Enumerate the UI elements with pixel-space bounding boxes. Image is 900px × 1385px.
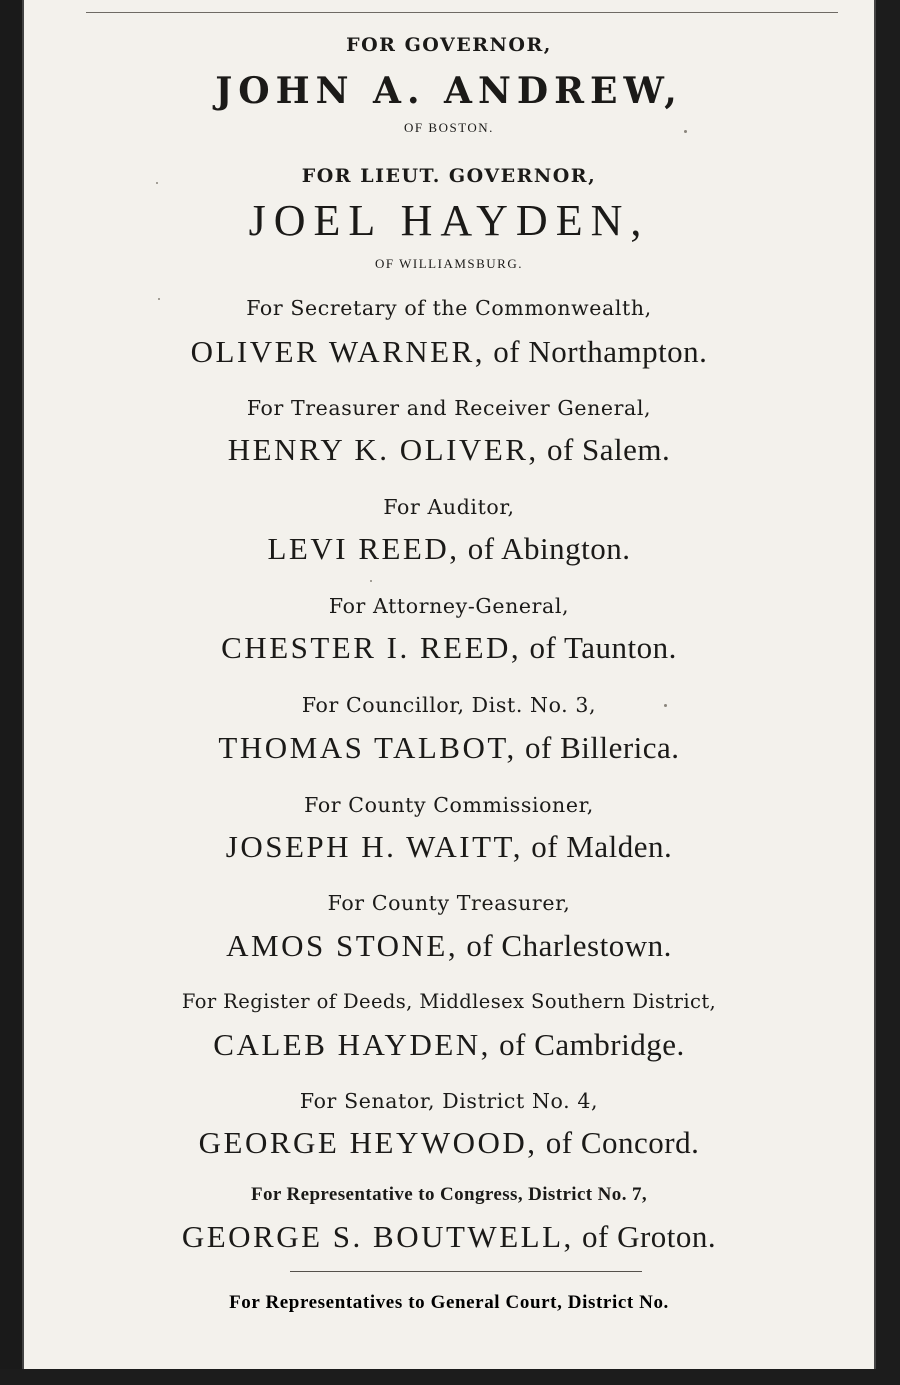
candidate-town: of Cambridge. xyxy=(490,1027,685,1062)
candidate-name: JOSEPH H. WAITT, xyxy=(225,829,523,864)
candidate-town: of Northampton. xyxy=(485,334,708,369)
lt-governor-name: JOEL HAYDEN, xyxy=(248,196,650,245)
race-office: For Representative to Congress, District No. 7, xyxy=(250,1184,648,1205)
candidate-name: GEORGE HEYWOOD, xyxy=(198,1125,538,1160)
race-candidate xyxy=(24,630,874,666)
candidate-name: LEVI REED, xyxy=(267,531,460,566)
top-rule xyxy=(86,12,838,13)
race-candidate xyxy=(24,730,874,766)
paper-speck xyxy=(664,704,667,707)
paper-speck xyxy=(156,182,158,184)
candidate-town: of Salem. xyxy=(538,432,671,467)
candidate-name: CHESTER I. REED, xyxy=(221,630,522,665)
footer-line: For Representatives to General Court, District No. xyxy=(229,1292,669,1313)
candidate-town: of Concord. xyxy=(537,1125,700,1160)
race-office: For County Treasurer, xyxy=(327,891,571,915)
race-office: For Secretary of the Commonwealth, xyxy=(246,296,652,320)
frame-left-edge xyxy=(0,0,24,1385)
race-candidate xyxy=(24,1219,874,1255)
candidate-town: of Charlestown. xyxy=(458,928,672,963)
lt-governor-town: OF WILLIAMSBURG. xyxy=(375,256,523,271)
race-office: For Auditor, xyxy=(383,495,515,519)
race-candidate xyxy=(24,829,874,865)
candidate-name: OLIVER WARNER, xyxy=(190,334,486,369)
race-office: For Treasurer and Receiver General, xyxy=(246,396,652,420)
race-candidate xyxy=(24,1125,874,1161)
frame-right-edge xyxy=(874,0,900,1385)
governor-office: FOR GOVERNOR, xyxy=(346,34,552,56)
race-candidate xyxy=(24,1027,874,1063)
candidate-name: CALEB HAYDEN, xyxy=(213,1027,491,1062)
candidate-name: AMOS STONE, xyxy=(226,928,459,963)
race-candidate xyxy=(24,334,874,370)
race-office: For Register of Deeds, Middlesex Southern District, xyxy=(181,990,717,1013)
governor-name: JOHN A. ANDREW, xyxy=(215,70,683,112)
divider-rule xyxy=(290,1271,642,1272)
ballot-paper xyxy=(24,0,874,1369)
paper-speck xyxy=(684,130,687,133)
paper-speck xyxy=(158,298,160,300)
candidate-name: HENRY K. OLIVER, xyxy=(227,432,539,467)
frame-bottom-edge xyxy=(0,1369,900,1385)
race-office: For Senator, District No. 4, xyxy=(299,1089,599,1113)
candidate-name: GEORGE S. BOUTWELL, xyxy=(181,1219,574,1254)
race-candidate xyxy=(24,928,874,964)
candidate-name: THOMAS TALBOT, xyxy=(218,730,517,765)
candidate-town: of Groton. xyxy=(573,1219,717,1254)
governor-town: OF BOSTON. xyxy=(404,120,494,135)
candidate-town: of Billerica. xyxy=(516,730,680,765)
candidate-town: of Malden. xyxy=(522,829,673,864)
race-candidate xyxy=(24,531,874,567)
candidate-town: of Taunton. xyxy=(521,630,677,665)
candidate-town: of Abington. xyxy=(459,531,631,566)
race-office: For Attorney-General, xyxy=(328,594,570,618)
race-office: For Councillor, Dist. No. 3, xyxy=(301,693,597,717)
paper-speck xyxy=(370,580,372,582)
lt-governor-office: FOR LIEUT. GOVERNOR, xyxy=(301,165,597,187)
race-candidate xyxy=(24,432,874,468)
race-office: For County Commissioner, xyxy=(304,793,594,817)
